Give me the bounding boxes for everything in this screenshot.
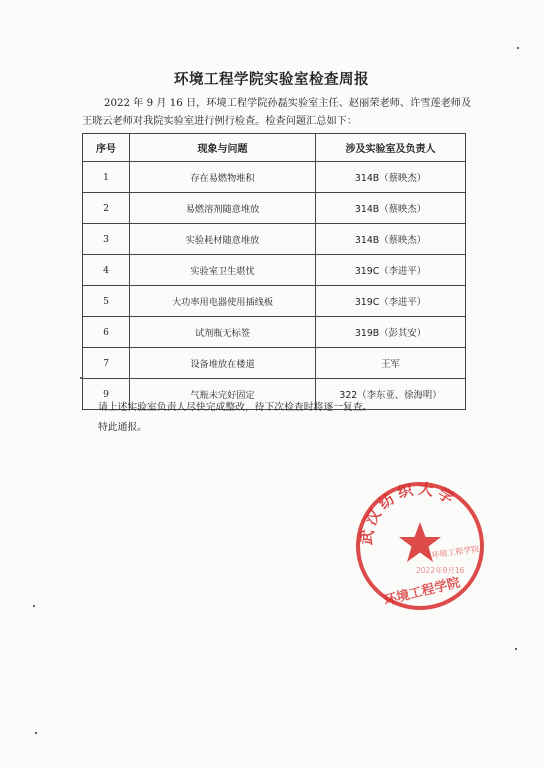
row-issue: 设备堆放在楼道 <box>130 348 316 379</box>
seal-outer-text: 武汉纺织大学 <box>357 479 461 546</box>
intro-paragraph: 2022 年 9 月 16 日，环境工程学院孙磊实验室主任、赵丽荣老师、许雪莲老师及王晓云老师对我院实验室进行例行检查。检查问题汇总如下： <box>82 98 472 127</box>
row-lab: 314B（蔡映杰） <box>316 162 466 193</box>
closing-line: 特此通报。 <box>98 422 147 433</box>
scan-speck <box>517 47 519 49</box>
table-row <box>83 162 466 193</box>
header-no: 序号 <box>83 134 130 162</box>
inspection-table <box>82 133 466 410</box>
row-lab: 王军 <box>316 348 466 379</box>
row-no: 9 <box>83 379 130 410</box>
row-lab: 319B（彭其安） <box>316 317 466 348</box>
table-row <box>83 348 466 379</box>
scan-speck <box>35 732 37 734</box>
official-seal <box>352 478 488 614</box>
header-issue: 现象与问题 <box>130 134 316 162</box>
svg-text:武汉纺织大学 <box>357 480 460 546</box>
row-issue: 存在易燃物堆积 <box>130 162 316 193</box>
seal-inner-text: 环境工程学院 <box>431 544 480 560</box>
row-no: 5 <box>83 286 130 317</box>
table-header-row <box>83 134 466 162</box>
row-issue: 气瓶未完好固定 <box>130 379 316 410</box>
row-issue: 试剂瓶无标签 <box>130 317 316 348</box>
row-lab: 314B（蔡映杰） <box>316 224 466 255</box>
row-no: 2 <box>83 193 130 224</box>
row-issue: 实验耗材随意堆放 <box>130 224 316 255</box>
scan-speck <box>515 648 517 650</box>
row-no: 3 <box>83 224 130 255</box>
table-row <box>83 286 466 317</box>
table-row <box>83 255 466 286</box>
row-lab: 319C（李进平） <box>316 286 466 317</box>
row-lab: 319C（李进平） <box>316 255 466 286</box>
table-row <box>83 224 466 255</box>
row-no: 7 <box>83 348 130 379</box>
document-title: 环境工程学院实验室检查周报 <box>174 72 369 88</box>
closing-line: 请上述实验室负责人尽快完成整改，待下次检查时将逐一复查。 <box>98 402 373 413</box>
seal-date-text: 2022年9月16 <box>416 566 465 575</box>
table-row <box>83 317 466 348</box>
row-lab: 322（李东亚、徐海明） <box>316 379 466 410</box>
header-lab: 涉及实验室及负责人 <box>316 134 466 162</box>
table-row <box>83 193 466 224</box>
seal-overlay-text: 环境工程学院 <box>382 575 462 609</box>
row-issue: 实验室卫生堪忧 <box>130 255 316 286</box>
scan-speck <box>80 377 82 379</box>
row-no: 4 <box>83 255 130 286</box>
row-no: 6 <box>83 317 130 348</box>
row-no: 1 <box>83 162 130 193</box>
scan-speck <box>33 605 35 607</box>
row-issue: 大功率用电器使用插线板 <box>130 286 316 317</box>
row-lab: 314B（蔡映杰） <box>316 193 466 224</box>
closing-text <box>82 398 482 438</box>
row-issue: 易燃溶剂随意堆放 <box>130 193 316 224</box>
